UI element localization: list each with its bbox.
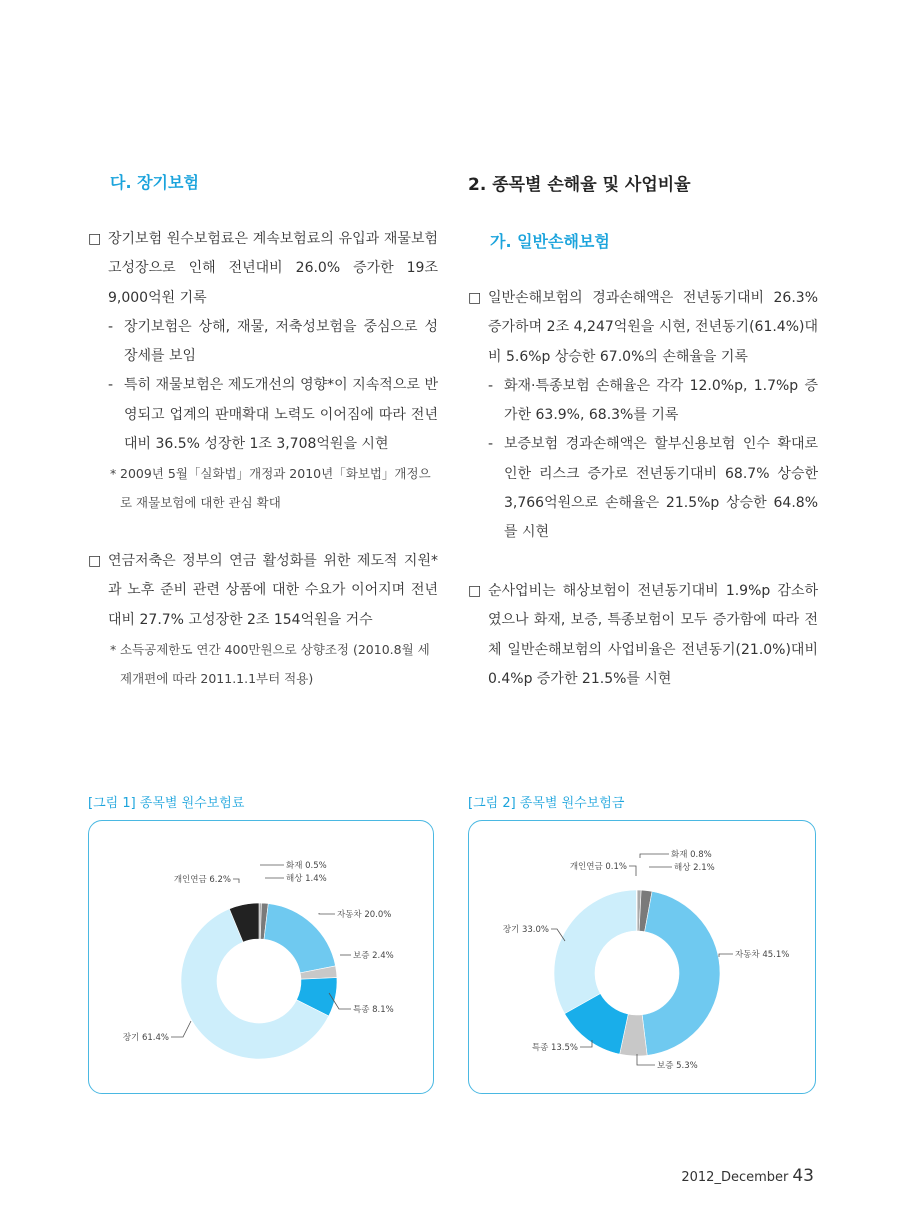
bullet-text: 장기보험은 상해, 재물, 저축성보험을 중심으로 성장세를 보임 — [124, 318, 438, 365]
slice-label-auto: 자동차 20.0% — [337, 910, 392, 920]
general-insurance-heading: 가. 일반손해보험 — [490, 232, 610, 251]
paragraph — [468, 284, 818, 372]
figure-2-box — [468, 820, 816, 1094]
pension-text-block — [88, 547, 438, 693]
slice-label-surety: 보증 5.3% — [657, 1061, 698, 1071]
square-marker: □ — [88, 553, 102, 569]
bullet-item — [468, 372, 818, 431]
dash-marker: - — [488, 436, 494, 453]
slice-pension — [636, 890, 637, 931]
figure-2-title: [그림 2] 종목별 원수보험금 — [468, 796, 625, 811]
slice-label-long-term: 장기 33.0% — [502, 925, 549, 935]
bullet-text: 특히 재물보험은 제도개선의 영향*이 지속적으로 반영되고 업계의 판매확대 노력도 이어짐에 따라 전년대비 36.5% 성장한 1조 3,708억원을 시현 — [124, 377, 438, 453]
dash-marker: - — [488, 377, 494, 394]
leader-line-auto — [319, 913, 335, 914]
bullet-item — [88, 371, 438, 459]
claims-donut-chart — [469, 821, 815, 1093]
asterisk-marker: * — [110, 466, 117, 482]
paragraph-text: 순사업비는 해상보험이 전년동기대비 1.9%p 감소하였으나 화재, 보증, 특종보험이 모두 증가함에 따라 전체 일반손해보험의 사업비율은 전년동기(21.0%)대비 0.4%p 증가한 21.5%를 시현 — [488, 583, 818, 687]
slice-label-fire: 화재 0.8% — [671, 850, 712, 860]
bullet-text: 화재·특종보험 손해율은 각각 12.0%p, 1.7%p 증가한 63.9%, 68.3%를 기록 — [504, 377, 818, 424]
slice-label-fire: 화재 0.5% — [286, 861, 327, 871]
slice-label-marine: 해상 1.4% — [286, 874, 327, 884]
footnote — [88, 635, 438, 693]
slice-label-auto: 자동차 45.1% — [735, 950, 790, 960]
slice-long-term — [554, 890, 637, 1014]
footnote-text: 2009년 5월「실화법」개정과 2010년「화보법」개정으로 재물보험에 대한 관심 확대 — [120, 466, 431, 511]
figure-1-box — [88, 820, 434, 1094]
slice-label-marine: 해상 2.1% — [674, 863, 715, 873]
slice-label-specialty: 특종 13.5% — [531, 1043, 578, 1053]
section-heading: 2. 종목별 손해율 및 사업비율 — [468, 175, 691, 195]
dash-marker: - — [108, 377, 114, 394]
paragraph — [468, 577, 818, 694]
square-marker: □ — [88, 231, 102, 247]
paragraph-text: 연금저축은 정부의 연금 활성화를 위한 제도적 지원*과 노후 준비 관련 상품에 대한 수요가 이어지며 전년대비 27.7% 고성장한 2조 154억원을 거수 — [108, 553, 438, 628]
paragraph — [88, 547, 438, 635]
page-footer — [681, 1166, 814, 1186]
figure-1-title: [그림 1] 종목별 원수보험료 — [88, 796, 245, 811]
square-marker: □ — [468, 583, 482, 599]
long-term-insurance-heading: 다. 장기보험 — [110, 173, 199, 192]
dash-marker: - — [108, 318, 114, 335]
slice-label-long-term: 장기 61.4% — [122, 1033, 169, 1043]
bullet-item — [88, 313, 438, 372]
loss-ratio-text-block — [468, 284, 818, 548]
square-marker: □ — [468, 290, 482, 306]
slice-auto — [642, 891, 720, 1055]
page-number: 43 — [792, 1166, 814, 1186]
footnote — [88, 459, 438, 517]
slice-label-surety: 보증 2.4% — [353, 951, 394, 961]
slice-label-specialty: 특종 8.1% — [353, 1005, 394, 1015]
leader-line-fire — [640, 854, 669, 858]
paragraph-text: 일반손해보험의 경과손해액은 전년동기대비 26.3% 증가하며 2조 4,247억원을 시현, 전년동기(61.4%)대비 5.6%p 상승한 67.0%의 손해율을 기록 — [488, 290, 818, 365]
slice-label-pension: 개인연금 0.1% — [569, 862, 627, 872]
expense-ratio-text-block — [468, 577, 818, 694]
leader-line-long-term — [171, 1021, 191, 1037]
leader-line-auto — [719, 954, 733, 957]
slice-label-pension: 개인연금 6.2% — [173, 875, 231, 885]
leader-line-pension — [629, 866, 636, 876]
bullet-text: 보증보험 경과손해액은 할부신용보험 인수 확대로 인한 리스크 증가로 전년동기대비 68.7% 상승한 3,766억원으로 손해율은 21.5%p 상승한 64.8%를 시현 — [504, 436, 818, 541]
premium-donut-chart — [89, 821, 433, 1093]
paragraph-text: 장기보험 원수보험료은 계속보험료의 유입과 재물보험 고성장으로 인해 전년대비 26.0% 증가한 19조 9,000억원 기록 — [108, 231, 438, 306]
paragraph — [88, 225, 438, 313]
long-term-text-block — [88, 225, 438, 517]
asterisk-marker: * — [110, 641, 117, 657]
footnote-text: 소득공제한도 연간 400만원으로 상향조정 (2010.8월 세제개편에 따라 2011.1.1부터 적용) — [120, 641, 430, 686]
issue-label: 2012_December — [681, 1170, 789, 1185]
leader-line-pension — [233, 879, 239, 883]
bullet-item — [468, 430, 818, 547]
